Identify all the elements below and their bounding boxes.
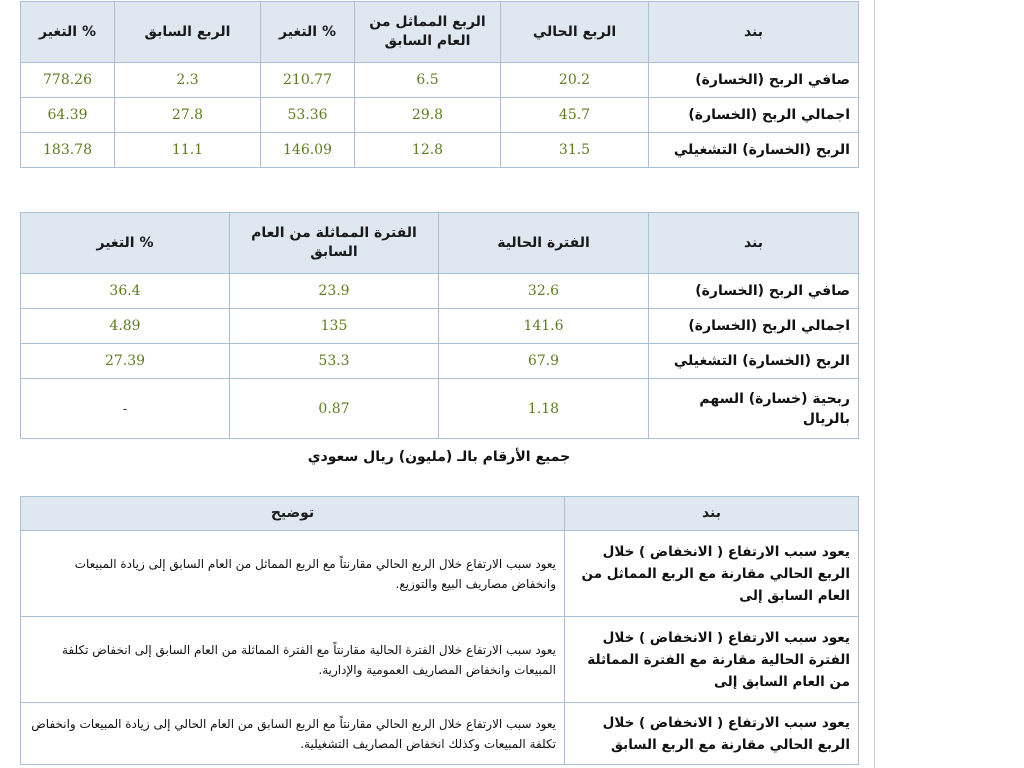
row-label: اجمالي الربح (الخسارة) xyxy=(649,309,859,344)
cell-same-last-year: 29.8 xyxy=(355,98,501,133)
header-current-period: الفترة الحالية xyxy=(439,213,649,274)
header-change-pct: % التغير xyxy=(21,2,115,63)
row-label: ربحية (خسارة) السهم بالريال xyxy=(649,379,859,439)
header-change-pct: % التغير xyxy=(21,213,230,274)
header-current-quarter: الربع الحالي xyxy=(501,2,649,63)
table-header-row xyxy=(21,2,859,63)
header-explanation: توضيح xyxy=(21,497,565,531)
cell-current: 32.6 xyxy=(439,274,649,309)
explanation-cell: يعود سبب الارتفاع خلال الربع الحالي مقارنتاً مع الربع السابق من العام الحالي إلى زيادة المبيعات وانخفاض تكلفة المبيعات وكذلك انخفاض المصاريف التشغيلية. xyxy=(21,703,565,765)
cell-same-last-year: 53.3 xyxy=(230,344,439,379)
table-row xyxy=(21,63,859,98)
header-same-quarter-last-year: الربع المماثل من العام السابق xyxy=(355,2,501,63)
reason-cell: يعود سبب الارتفاع ( الانخفاض ) خلال الربع الحالي مقارنة مع الربع المماثل من العام السابق إلى xyxy=(565,531,859,617)
header-change-pct: % التغير xyxy=(261,2,355,63)
cell-current: 31.5 xyxy=(501,133,649,168)
explanations-table xyxy=(20,496,859,765)
row-label: صافي الربح (الخسارة) xyxy=(649,274,859,309)
table-row xyxy=(21,703,859,765)
header-item: بند xyxy=(565,497,859,531)
table-row xyxy=(21,274,859,309)
header-same-period-last-year: الفترة المماثلة من العام السابق xyxy=(230,213,439,274)
table-row xyxy=(21,531,859,617)
cell-change: 4.89 xyxy=(21,309,230,344)
explanation-cell: يعود سبب الارتفاع خلال الفترة الحالية مقارنتاً مع الفترة المماثلة من العام السابق إلى انخفاض تكلفة المبيعات وانخفاض المصاريف العمومية والإدارية. xyxy=(21,617,565,703)
row-label: اجمالي الربح (الخسارة) xyxy=(649,98,859,133)
table-row xyxy=(21,344,859,379)
cell-same-last-year: 135 xyxy=(230,309,439,344)
cell-same-last-year: 6.5 xyxy=(355,63,501,98)
cell-previous: 27.8 xyxy=(115,98,261,133)
table-header-row xyxy=(21,213,859,274)
cell-change: 36.4 xyxy=(21,274,230,309)
cell-change: 64.39 xyxy=(21,98,115,133)
table-header-row xyxy=(21,497,859,531)
cell-current: 1.18 xyxy=(439,379,649,439)
row-label: الربح (الخسارة) التشغيلي xyxy=(649,133,859,168)
cell-change: 53.36 xyxy=(261,98,355,133)
explanation-cell: يعود سبب الارتفاع خلال الربع الحالي مقارنتاً مع الربع المماثل من العام السابق إلى زيادة المبيعات وانخفاض مصاريف البيع والتوزيع. xyxy=(21,531,565,617)
table-row xyxy=(21,98,859,133)
cell-change: - xyxy=(21,379,230,439)
reason-cell: يعود سبب الارتفاع ( الانخفاض ) خلال الربع الحالي مقارنة مع الربع السابق xyxy=(565,703,859,765)
table-row xyxy=(21,133,859,168)
currency-note: جميع الأرقام بالـ (مليون) ريال سعودي xyxy=(307,449,571,465)
row-label: صافي الربح (الخسارة) xyxy=(649,63,859,98)
header-item: بند xyxy=(649,213,859,274)
cell-change: 27.39 xyxy=(21,344,230,379)
row-label: الربح (الخسارة) التشغيلي xyxy=(649,344,859,379)
header-item: بند xyxy=(649,2,859,63)
cell-current: 67.9 xyxy=(439,344,649,379)
cell-same-last-year: 12.8 xyxy=(355,133,501,168)
cell-same-last-year: 23.9 xyxy=(230,274,439,309)
table-row xyxy=(21,617,859,703)
cell-previous: 11.1 xyxy=(115,133,261,168)
cell-change: 183.78 xyxy=(21,133,115,168)
cell-previous: 2.3 xyxy=(115,63,261,98)
cell-current: 141.6 xyxy=(439,309,649,344)
cell-change: 146.09 xyxy=(261,133,355,168)
table-row xyxy=(21,309,859,344)
period-results-table xyxy=(20,212,859,439)
cell-change: 210.77 xyxy=(261,63,355,98)
page-border-line xyxy=(874,0,875,768)
cell-current: 45.7 xyxy=(501,98,649,133)
cell-change: 778.26 xyxy=(21,63,115,98)
header-previous-quarter: الربع السابق xyxy=(115,2,261,63)
reason-cell: يعود سبب الارتفاع ( الانخفاض ) خلال الفترة الحالية مقارنة مع الفترة المماثلة من العام السابق إلى xyxy=(565,617,859,703)
cell-same-last-year: 0.87 xyxy=(230,379,439,439)
table-row xyxy=(21,379,859,439)
quarterly-results-table xyxy=(20,1,859,168)
cell-current: 20.2 xyxy=(501,63,649,98)
